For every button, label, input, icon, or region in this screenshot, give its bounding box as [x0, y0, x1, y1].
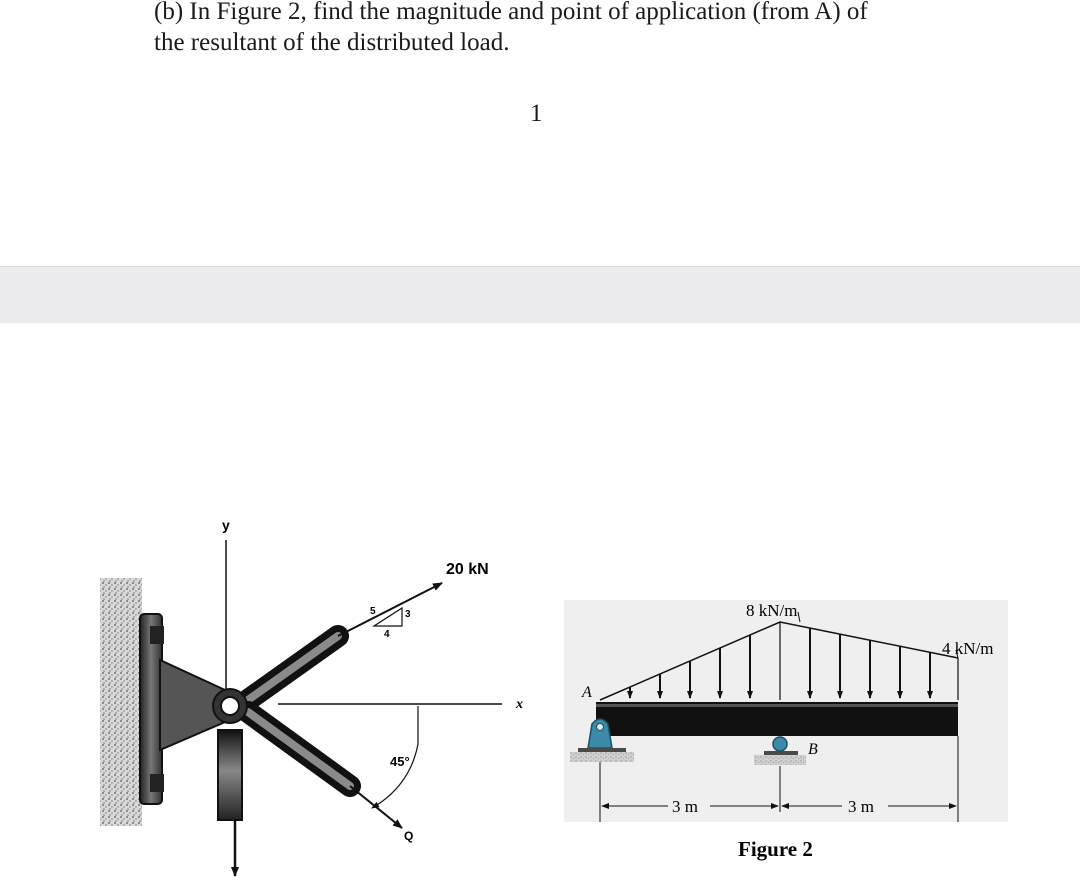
- span-1-label: 3 m: [672, 797, 698, 816]
- rod-vertical: [218, 730, 242, 820]
- force-20kn-label: 20 kN: [446, 561, 489, 578]
- ground-a: [570, 752, 634, 762]
- peak-load-label: 8 kN/m: [746, 601, 798, 620]
- figure-1-bracket: [100, 517, 523, 876]
- force-20kn-arrow: [338, 583, 442, 636]
- force-q-arrow: [350, 786, 402, 828]
- support-a-label: A: [582, 684, 592, 701]
- slope-run-label: 4: [384, 629, 390, 640]
- beam: [596, 702, 958, 736]
- question-line-2: the resultant of the distributed load.: [154, 29, 510, 56]
- bolt-top: [150, 626, 164, 644]
- support-b-label: B: [808, 741, 818, 758]
- span-2-label: 3 m: [848, 797, 874, 816]
- ground-b: [754, 755, 806, 765]
- end-load-label: 4 kN/m: [942, 639, 994, 658]
- bolt-bottom: [150, 774, 164, 792]
- hub-hole: [221, 697, 239, 715]
- page-number: 1: [530, 100, 543, 127]
- figure-2-beam: [564, 600, 1008, 861]
- y-axis-label: y: [222, 517, 230, 533]
- question-line-1: (b) In Figure 2, find the magnitude and point of application (from A) of: [154, 0, 868, 25]
- slope-rise-label: 3: [405, 609, 411, 620]
- angle-label: 45°: [390, 754, 410, 769]
- figure-2-caption: Figure 2: [738, 837, 813, 861]
- slope-hyp-label: 5: [370, 606, 376, 617]
- x-axis-label: x: [516, 697, 523, 712]
- roller-support-b: [773, 737, 787, 751]
- force-q-label: Q: [404, 829, 414, 843]
- wall: [100, 578, 142, 826]
